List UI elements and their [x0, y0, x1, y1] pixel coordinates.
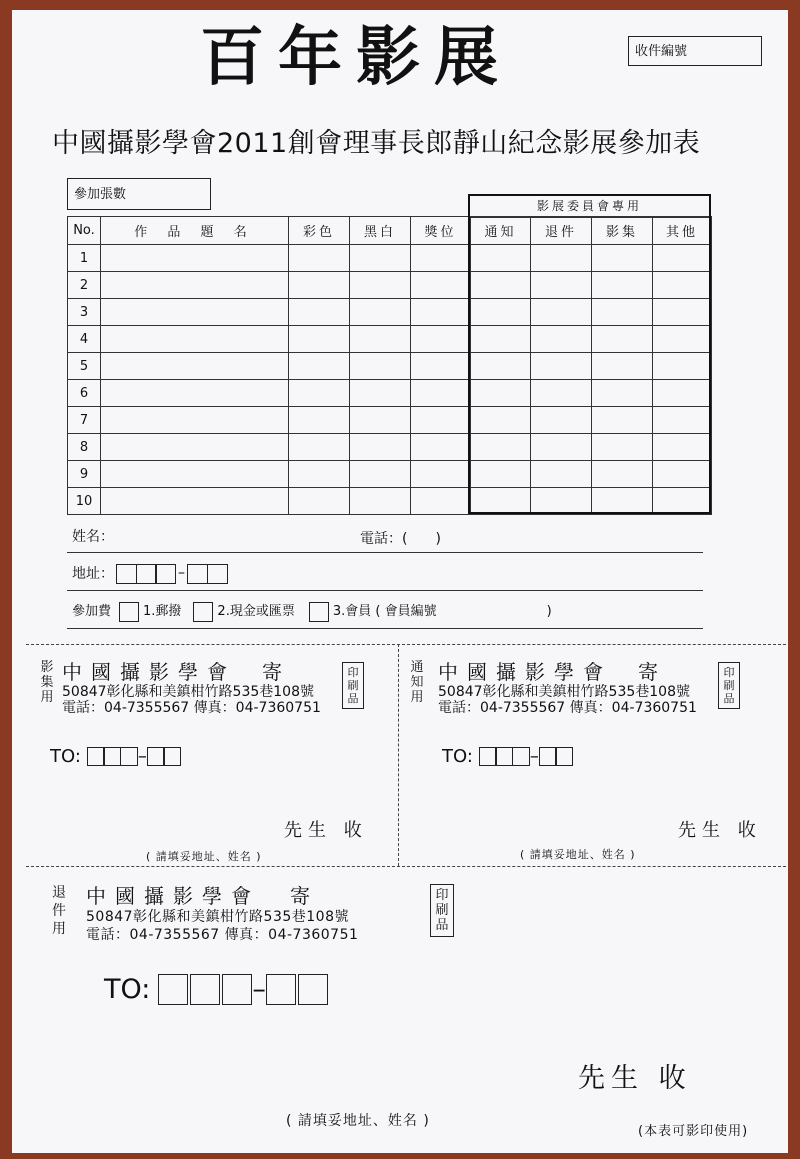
to-row[interactable]	[442, 746, 573, 767]
entry-cell[interactable]	[471, 272, 531, 299]
col-color: 彩色	[289, 217, 350, 245]
entry-cell[interactable]	[653, 461, 712, 488]
entry-cell[interactable]	[289, 326, 350, 353]
entry-cell[interactable]	[592, 380, 653, 407]
table-row	[68, 434, 712, 461]
entry-cell[interactable]	[289, 272, 350, 299]
zip-box[interactable]	[120, 747, 138, 766]
entry-cell[interactable]	[350, 353, 411, 380]
row-number: 4	[68, 326, 101, 353]
zip-box[interactable]	[266, 974, 296, 1005]
sender-name: 中國攝影學會 寄	[62, 660, 291, 684]
recipient-receive: 先生 收	[284, 820, 368, 841]
entry-cell[interactable]	[350, 461, 411, 488]
photocopy-note: (本表可影印使用)	[638, 1124, 749, 1139]
sender-name: 中國攝影學會 寄	[86, 884, 319, 908]
entry-cell[interactable]	[531, 434, 592, 461]
sender-address: 50847彰化縣和美鎮柑竹路535巷108號	[438, 684, 690, 700]
entry-cell[interactable]	[350, 326, 411, 353]
zip-box[interactable]	[222, 974, 252, 1005]
entry-cell[interactable]	[411, 353, 471, 380]
phone-label: 電話：( )	[360, 531, 441, 547]
entry-cell[interactable]	[350, 299, 411, 326]
entry-cell[interactable]	[101, 299, 289, 326]
recipient-receive: 先生 收	[578, 1063, 692, 1094]
entry-cell[interactable]	[289, 434, 350, 461]
sender-name: 中國攝影學會 寄	[438, 660, 667, 684]
entry-cell[interactable]	[411, 488, 471, 515]
calligraphy-title: 百年影展	[200, 20, 512, 95]
form-subtitle: 中國攝影學會2011創會理事長郎靜山紀念影展參加表	[52, 128, 701, 159]
fee-option-postal: 1.郵撥	[143, 604, 182, 619]
zip-box[interactable]	[539, 747, 557, 766]
zip-boxes[interactable]	[116, 564, 228, 584]
fee-option-member: 3.會員 ( 會員編號	[332, 604, 437, 619]
fee-row	[72, 602, 552, 622]
to-row[interactable]	[104, 974, 328, 1005]
zip-box[interactable]	[479, 747, 497, 766]
printed-matter-stamp: 印 刷 品	[342, 662, 364, 709]
address-row	[72, 564, 228, 584]
entry-cell[interactable]	[411, 299, 471, 326]
entry-cell[interactable]	[592, 299, 653, 326]
entry-cell[interactable]	[592, 353, 653, 380]
entry-cell[interactable]	[531, 299, 592, 326]
entry-cell[interactable]	[101, 407, 289, 434]
sender-contact: 電話：04-7355567 傳真：04-7360751	[438, 700, 697, 716]
sender-address: 50847彰化縣和美鎮柑竹路535巷108號	[62, 684, 314, 700]
zip-dash: –	[252, 974, 266, 1005]
entry-cell[interactable]	[289, 245, 350, 272]
fee-underline	[67, 628, 703, 629]
entry-cell[interactable]	[592, 407, 653, 434]
entry-cell[interactable]	[471, 461, 531, 488]
entry-cell[interactable]	[289, 461, 350, 488]
entry-cell[interactable]	[531, 353, 592, 380]
printed-matter-stamp: 印 刷 品	[718, 662, 740, 709]
entry-cell[interactable]	[289, 407, 350, 434]
entry-cell[interactable]	[101, 461, 289, 488]
entry-cell[interactable]	[411, 245, 471, 272]
table-row	[68, 380, 712, 407]
col-award: 獎位	[411, 217, 471, 245]
committee-use-label: 影展委員會專用	[468, 194, 711, 218]
col-title: 作 品 題 名	[101, 217, 289, 245]
entry-cell[interactable]	[411, 380, 471, 407]
entry-cell[interactable]	[411, 407, 471, 434]
entry-cell[interactable]	[411, 272, 471, 299]
entry-cell[interactable]	[531, 272, 592, 299]
cut-line-middle	[398, 644, 399, 866]
table-row	[68, 272, 712, 299]
row-number: 10	[68, 488, 101, 515]
entry-cell[interactable]	[101, 272, 289, 299]
entry-count-box[interactable]: 參加張數	[67, 178, 211, 210]
col-album: 影集	[592, 217, 653, 245]
fee-label: 參加費	[72, 604, 112, 619]
table-row	[68, 245, 712, 272]
entry-cell[interactable]	[350, 434, 411, 461]
zip-box[interactable]	[103, 747, 121, 766]
entry-cell[interactable]	[653, 245, 712, 272]
to-label: TO:	[104, 974, 151, 1005]
col-no: No.	[68, 217, 101, 245]
entry-cell[interactable]	[350, 245, 411, 272]
col-return: 退件	[531, 217, 592, 245]
entry-table	[67, 216, 712, 515]
entry-cell[interactable]	[289, 380, 350, 407]
fee-checkbox-member[interactable]	[309, 602, 329, 622]
entry-cell[interactable]	[471, 299, 531, 326]
entry-cell[interactable]	[350, 488, 411, 515]
table-row	[68, 461, 712, 488]
entry-cell[interactable]	[411, 326, 471, 353]
to-row[interactable]	[50, 746, 181, 767]
receipt-number-box[interactable]: 收件編號	[628, 36, 762, 66]
entry-cell[interactable]	[101, 488, 289, 515]
fill-in-hint: ( 請填妥地址、姓名 )	[286, 1113, 430, 1129]
row-number: 5	[68, 353, 101, 380]
to-label: TO:	[442, 746, 473, 767]
zip-box[interactable]	[87, 747, 105, 766]
entry-cell[interactable]	[592, 326, 653, 353]
entry-cell[interactable]	[471, 407, 531, 434]
notice-tag: 通 知 用	[410, 660, 424, 705]
table-row	[68, 407, 712, 434]
entry-cell[interactable]	[350, 380, 411, 407]
row-number: 6	[68, 380, 101, 407]
recipient-receive: 先生 收	[678, 820, 762, 841]
entry-cell[interactable]	[653, 380, 712, 407]
fee-option-cash: 2.現金或匯票	[217, 604, 295, 619]
zip-box[interactable]	[207, 564, 228, 584]
entry-cell[interactable]	[411, 434, 471, 461]
entry-cell[interactable]	[531, 326, 592, 353]
entry-cell[interactable]	[653, 299, 712, 326]
name-underline[interactable]	[67, 552, 703, 553]
zip-box[interactable]	[298, 974, 328, 1005]
zip-dash: –	[137, 746, 147, 767]
entry-cell[interactable]	[592, 461, 653, 488]
entry-cell[interactable]	[471, 488, 531, 515]
fill-in-hint: ( 請填妥地址、姓名 )	[146, 850, 262, 863]
entry-cell[interactable]	[101, 326, 289, 353]
cut-line-bottom	[26, 866, 786, 867]
entry-cell[interactable]	[592, 488, 653, 515]
entry-cell[interactable]	[653, 272, 712, 299]
entry-cell[interactable]	[531, 380, 592, 407]
sender-contact: 電話：04-7355567 傳真：04-7360751	[86, 927, 359, 943]
entry-cell[interactable]	[531, 488, 592, 515]
entry-cell[interactable]	[471, 434, 531, 461]
row-number: 1	[68, 245, 101, 272]
return-tag: 退 件 用	[52, 885, 66, 937]
zip-box[interactable]	[190, 974, 220, 1005]
col-bw: 黑白	[350, 217, 411, 245]
entry-cell[interactable]	[101, 245, 289, 272]
entry-cell[interactable]	[531, 461, 592, 488]
fee-member-close: )	[546, 604, 552, 619]
entry-cell[interactable]	[471, 245, 531, 272]
zip-dash: –	[178, 565, 185, 581]
col-notice: 通知	[471, 217, 531, 245]
row-number: 2	[68, 272, 101, 299]
entry-cell[interactable]	[531, 407, 592, 434]
cut-line-top	[26, 644, 786, 645]
entry-cell[interactable]	[592, 272, 653, 299]
entry-cell[interactable]	[350, 407, 411, 434]
entry-cell[interactable]	[653, 407, 712, 434]
col-other: 其他	[653, 217, 712, 245]
entry-cell[interactable]	[289, 353, 350, 380]
entry-cell[interactable]	[101, 380, 289, 407]
table-row	[68, 488, 712, 515]
zip-box[interactable]	[158, 974, 188, 1005]
name-label: 姓名：	[72, 529, 114, 545]
entry-cell[interactable]	[289, 488, 350, 515]
entry-cell[interactable]	[653, 488, 712, 515]
zip-box[interactable]	[512, 747, 530, 766]
entry-cell[interactable]	[471, 326, 531, 353]
address-label: 地址：	[72, 566, 114, 582]
table-row	[68, 353, 712, 380]
zip-box[interactable]	[136, 564, 157, 584]
table-header-row	[68, 217, 712, 245]
zip-box[interactable]	[147, 747, 165, 766]
entry-cell[interactable]	[592, 434, 653, 461]
zip-dash: –	[529, 746, 539, 767]
entry-cell[interactable]	[653, 353, 712, 380]
to-label: TO:	[50, 746, 81, 767]
entry-cell[interactable]	[471, 380, 531, 407]
table-row	[68, 326, 712, 353]
album-tag: 影 集 用	[40, 660, 54, 705]
row-number: 3	[68, 299, 101, 326]
zip-box[interactable]	[187, 564, 208, 584]
address-underline[interactable]	[67, 590, 703, 591]
entry-cell[interactable]	[531, 245, 592, 272]
printed-matter-stamp: 印 刷 品	[430, 884, 454, 937]
entry-cell[interactable]	[101, 434, 289, 461]
row-number: 7	[68, 407, 101, 434]
sender-contact: 電話：04-7355567 傳真：04-7360751	[62, 700, 321, 716]
entry-cell[interactable]	[411, 461, 471, 488]
zip-box[interactable]	[555, 747, 573, 766]
row-number: 9	[68, 461, 101, 488]
fill-in-hint: ( 請填妥地址、姓名 )	[520, 848, 636, 861]
entry-cell[interactable]	[289, 299, 350, 326]
entry-cell[interactable]	[350, 272, 411, 299]
zip-box[interactable]	[163, 747, 181, 766]
entry-cell[interactable]	[471, 353, 531, 380]
entry-cell[interactable]	[101, 353, 289, 380]
fee-checkbox-cash[interactable]	[193, 602, 213, 622]
zip-box[interactable]	[155, 564, 176, 584]
fee-checkbox-postal[interactable]	[119, 602, 139, 622]
entry-cell[interactable]	[653, 434, 712, 461]
zip-box[interactable]	[495, 747, 513, 766]
sender-address: 50847彰化縣和美鎮柑竹路535巷108號	[86, 909, 349, 925]
row-number: 8	[68, 434, 101, 461]
entry-cell[interactable]	[592, 245, 653, 272]
entry-cell[interactable]	[653, 326, 712, 353]
zip-box[interactable]	[116, 564, 137, 584]
table-row	[68, 299, 712, 326]
